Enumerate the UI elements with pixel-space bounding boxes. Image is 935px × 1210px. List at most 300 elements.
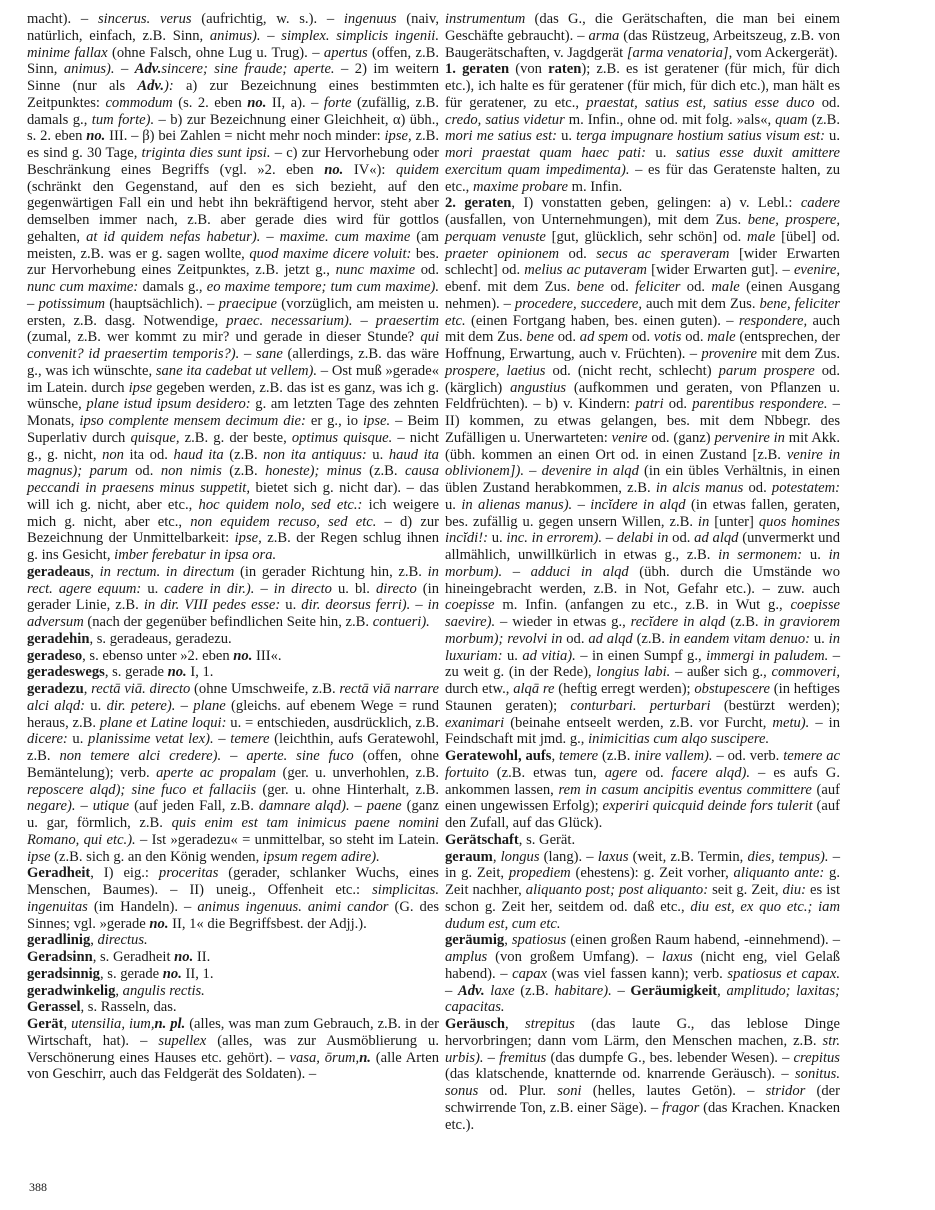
german-text: –: [483, 1049, 500, 1066]
latin-text: votis: [653, 329, 682, 346]
german-text: [wider Erwarten schlecht] od.: [445, 245, 840, 279]
headword: Geräusch: [445, 1016, 505, 1032]
german-text: ,: [90, 563, 100, 580]
german-text: , I) vonstatten geben, gelingen: a) v. Lebl.:: [511, 195, 801, 212]
headword: geradehin: [27, 630, 90, 647]
right-column: [445, 11, 840, 1133]
latin-text: habitare).: [554, 982, 612, 999]
german-text: (z.B.: [632, 630, 669, 647]
german-text: (gerader, schlanker Wuchs, eines Menschen, Baumes). – II) uneig., Offenheit etc.:: [27, 865, 439, 898]
german-text: od. (kärglich): [445, 362, 841, 396]
german-text: –: [221, 748, 247, 764]
latin-text: coepisse saevire).: [445, 597, 840, 630]
german-text: (das G., die Gerätschaften, die man bei einem Geschäfte gebraucht). –: [445, 11, 840, 44]
latin-text: aliquanto ante:: [733, 865, 825, 882]
dictionary-entry: [445, 832, 840, 849]
latin-text: nunc maxime: [335, 262, 416, 279]
latin-text: praeter opinionem: [445, 245, 560, 262]
german-text: –: [445, 982, 458, 999]
latin-text: non ita antiquus:: [263, 446, 367, 463]
headword: geradeswegs: [27, 664, 105, 681]
german-text: (gleichs. auf ebenem Wege = rund heraus, z.B.: [27, 697, 440, 731]
headword: raten: [548, 61, 582, 78]
german-text: macht). –: [27, 11, 98, 27]
headword: Geradheit: [27, 865, 91, 882]
german-text: (in heftiges Staunen geraten);: [445, 681, 840, 714]
latin-text: arma: [588, 27, 620, 44]
latin-text: utensilia, ium,: [71, 1016, 155, 1032]
german-text: (z.B. etwas tun,: [488, 764, 605, 781]
german-text: –: [502, 563, 531, 580]
latin-text: spatiosus: [511, 932, 567, 949]
latin-text: inimicitias cum alqo suscipere.: [588, 731, 770, 748]
german-text: II, 1« die Begriffsbest. der Adjj.).: [168, 915, 367, 932]
grammar-label: Adv.: [134, 61, 162, 78]
latin-text: ipso complente mensem decimum die:: [79, 413, 306, 429]
latin-text: at id quidem nefas habetur).: [86, 228, 261, 245]
latin-text: praec. necessarium).: [226, 312, 353, 329]
german-text: (schränkt den Gegenstand, auf den es sich bezieht, auf den gegenwärtigen Fall ein und hebt ihn bekräftigend hervor, steht aber demselben immer nach, z.B. aber gerade dies wird für gottlos gehalten,: [27, 178, 439, 245]
latin-text: stridor: [765, 1083, 806, 1099]
german-text: (z.B.: [807, 111, 840, 128]
latin-text: potissimum: [38, 295, 106, 312]
latin-text: angulis rectis.: [122, 982, 205, 999]
latin-text: rem in casum ancipitis eventus committere: [558, 781, 812, 798]
german-text: (z.B.: [514, 982, 555, 999]
dictionary-entry: [445, 748, 840, 832]
german-text: (z.B.: [725, 614, 764, 630]
latin-text: proceritas: [158, 865, 219, 882]
latin-text: quod maxime dicere voluit:: [249, 245, 412, 262]
latin-text: damnare alqd).: [258, 798, 350, 815]
headword: geradlinig: [27, 932, 91, 949]
latin-text: temere ac fortuito: [445, 748, 841, 781]
german-text: (ganz u. gar, förmlich, z.B.: [27, 798, 440, 831]
latin-text: plane: [193, 697, 226, 714]
german-text: ita od.: [123, 446, 174, 463]
latin-text: fragor: [661, 1099, 700, 1116]
latin-text: diu est, ex quo etc.; iam dudum est, cum etc.: [445, 898, 840, 932]
german-text: od.: [681, 329, 708, 346]
german-text: g. am letzten Tage des zehnten Monats,: [27, 396, 439, 429]
german-text: g. Zeit nachher,: [445, 865, 840, 898]
german-text: –: [349, 798, 367, 815]
latin-text: metu).: [772, 714, 810, 731]
latin-text: str. urbis).: [445, 1032, 840, 1066]
latin-text: quidem: [396, 161, 439, 178]
headword: geradezu: [27, 681, 84, 697]
grammar-label: no.: [167, 664, 187, 681]
latin-text: quam: [775, 111, 808, 128]
grammar-label: Adv.: [137, 78, 165, 94]
latin-text: [arma venatoria],: [626, 44, 733, 61]
latin-text: bene: [526, 329, 554, 346]
latin-text: haud ita: [173, 446, 224, 463]
german-text: III. – β) bei Zahlen = nicht mehr noch minder:: [105, 128, 385, 145]
grammar-label: no.: [174, 949, 194, 965]
latin-text: secus ac speraveram: [596, 245, 730, 262]
german-text: bietet sich g. nicht dar). – das will ich g. nicht, aber etc.,: [27, 480, 439, 513]
latin-text: pervenire in: [714, 429, 785, 446]
german-text: od.: [604, 279, 636, 295]
latin-text: quisque,: [130, 429, 180, 446]
latin-text: maxime. cum maxime: [279, 228, 411, 245]
german-text: (offen, z.B. Sinn,: [27, 44, 439, 78]
german-text: (lang). –: [539, 848, 598, 865]
dictionary-entry: [27, 949, 439, 966]
latin-text: inc. in errorem).: [506, 530, 603, 547]
latin-text: amplus: [445, 949, 488, 965]
german-text: od.: [743, 480, 772, 496]
german-text: II.: [193, 949, 211, 965]
latin-text: delabi in: [616, 530, 669, 547]
latin-text: dir. deorsus ferri).: [301, 597, 411, 614]
latin-text: in eandem vitam denuo:: [668, 630, 810, 647]
german-text: (z.B.: [361, 463, 405, 480]
german-text: ,: [115, 982, 123, 999]
german-text: – 2) im weitern Sinne (nur als: [27, 61, 440, 94]
latin-text: sincere; sine fraude; aperte.: [161, 61, 335, 78]
german-text: (G. des Sinnes; vgl. »gerade: [27, 898, 439, 932]
german-text: ,: [717, 982, 727, 999]
latin-text: hoc quidem nolo, sed etc.:: [198, 496, 363, 513]
latin-text: animus ingenuus. animi candor: [197, 898, 389, 915]
german-text: (in etwas fallen, geraten, bes. zufällig u. gegen unsern Willen, z.B.: [445, 496, 841, 530]
latin-text: venire: [611, 429, 648, 446]
german-text: [gut, glücklich, sehr schön] od.: [545, 228, 748, 245]
latin-text: mori praestat quam haec pati:: [445, 145, 646, 161]
german-text: (ger. u. ohne Hinterhalt, z.B.: [256, 781, 439, 798]
latin-text: laxe: [490, 982, 515, 999]
german-text: ,: [505, 1016, 526, 1032]
german-text: (am meisten, z.B. was er g. sagen wollte,: [27, 228, 439, 262]
latin-text: spatiosus et capax.: [727, 965, 840, 982]
latin-text: in directo: [273, 580, 332, 597]
german-text: z.B. es sind g. 30 Tage,: [27, 128, 439, 161]
german-text: (z.B.: [223, 446, 264, 463]
german-text: –: [27, 295, 39, 312]
german-text: m. Infin.: [567, 178, 623, 195]
latin-text: melius ac putaveram: [524, 262, 647, 279]
german-text: , s. gerade: [104, 664, 168, 681]
german-text: –: [572, 496, 591, 513]
entry-continuation: [445, 11, 840, 61]
german-text: (ohne Umschweife, z.B.: [190, 681, 340, 697]
german-text: – es für das Geratenste halten, zu etc.,: [445, 161, 840, 195]
german-text: (zufällig, z.B. damals g.,: [27, 94, 439, 128]
german-text: (heftig erregt werden);: [554, 681, 695, 697]
latin-text: aperte ac propalam: [156, 764, 277, 781]
latin-text: prospere, laetius: [445, 362, 546, 379]
latin-text: incĭdere in alqd: [590, 496, 686, 513]
latin-text: sane: [256, 346, 283, 362]
latin-text: apertus: [323, 44, 368, 61]
latin-text: reposcere alqd); sine fuco et fallaciis: [27, 781, 257, 798]
latin-text: vasa, ōrum,: [289, 1049, 360, 1066]
latin-text: triginta dies sunt ipsi.: [141, 145, 271, 161]
latin-text: in rectum. in directum: [99, 563, 235, 580]
latin-text: temere: [558, 748, 599, 764]
latin-text: in sermonem:: [718, 547, 803, 563]
latin-text: rectā viā narrare alci alqd:: [27, 681, 440, 714]
german-text: od. (ganz): [647, 429, 715, 446]
latin-text: optimus quisque.: [291, 429, 393, 446]
latin-text: strepitus: [525, 1016, 575, 1032]
german-text: (z.B. sich g. an den König wenden,: [50, 848, 263, 865]
grammar-label: no.: [149, 915, 169, 932]
latin-text: agere: [604, 764, 638, 781]
latin-text: ad alqd: [694, 530, 739, 547]
latin-text: in alcis manus: [655, 480, 744, 496]
german-text: – in einen Sumpf g.,: [575, 647, 707, 664]
headword: geradeso: [27, 647, 83, 664]
latin-text: recĭdere in alqd: [630, 614, 726, 630]
latin-text: non equidem recuso, sed etc.: [190, 513, 377, 530]
grammar-label: no.: [247, 94, 267, 111]
latin-text: in graviorem morbum); revolvi in: [445, 614, 840, 647]
latin-text: aliquanto post; post aliquanto:: [525, 882, 709, 898]
latin-text: cadere: [800, 195, 840, 212]
latin-text: ad spem: [579, 329, 629, 346]
latin-text: crepitus: [793, 1049, 840, 1066]
latin-text: immergi in paludem.: [706, 647, 829, 664]
latin-text: praestat, satius est, satius esse duco: [586, 94, 815, 111]
german-text: auch mit dem Zus.: [445, 312, 841, 346]
latin-text: plane et Latine loqui:: [99, 714, 227, 731]
latin-text: commoveri,: [771, 664, 840, 681]
latin-text: non: [102, 446, 124, 463]
latin-text: fremitus: [499, 1049, 547, 1066]
headword: Gerät: [27, 1016, 64, 1032]
dictionary-entry: [445, 1016, 840, 1133]
latin-text: patri: [635, 396, 664, 413]
german-text: od.: [127, 463, 161, 480]
german-text: u. bl.: [331, 580, 376, 597]
headword: Gerätschaft: [445, 831, 519, 848]
latin-text: imber ferebatur in ipsa ora.: [114, 547, 277, 563]
german-text: (auf den Zufall, auf das Glück).: [445, 798, 840, 831]
german-text: ich weigere mich g. nicht, aber etc.,: [27, 496, 439, 530]
german-text: (das laute G., das leblose Dinge hervorbringen; dann vom Lärm, den Menschen machen, z.B.: [445, 1016, 841, 1049]
latin-text: facere alqd).: [671, 764, 751, 781]
latin-text: animus). – simplex. simplicis ingenii. minime fallax: [27, 27, 439, 61]
german-text: od.: [553, 329, 580, 346]
latin-text: eo maxime tempore; tum cum maxime).: [206, 279, 439, 295]
latin-text: supellex: [158, 1032, 207, 1049]
latin-text: animus). –: [63, 61, 135, 78]
german-text: (einen Ausgang nehmen). –: [445, 279, 840, 312]
german-text: –: [75, 798, 93, 815]
german-text: (alle Arten von Geschirr, auch das Feldgerät des Soldaten). –: [27, 1049, 439, 1083]
german-text: –: [611, 982, 631, 999]
german-text: –: [602, 530, 617, 547]
german-text: (hauptsächlich). –: [105, 295, 219, 312]
german-text: u.: [645, 145, 676, 161]
latin-text: potestatem:: [771, 480, 841, 496]
grammar-label: no.: [233, 647, 253, 664]
german-text: – d) zur Bezeichnung der Unmittelbarkeit:: [27, 513, 439, 547]
german-text: – II) kommen, zu etwas gelangen, bes. mit dem Nbbegr. des Zufälligen u. Unerwarteten:: [445, 396, 840, 446]
latin-text: paene: [366, 798, 402, 815]
german-text: ,: [492, 848, 501, 865]
german-text: u.: [366, 446, 389, 463]
headword: Geradsinn: [27, 949, 93, 965]
german-text: – außer sich g.,: [670, 664, 772, 681]
dictionary-entry: [27, 648, 439, 665]
latin-text: devenire in alqd: [541, 463, 639, 480]
latin-text: soni: [557, 1083, 582, 1099]
latin-text: alqā re: [513, 681, 555, 697]
german-text: (unvermerkt und allmählich, unwillkürlich in etwas g., z.B.: [445, 530, 840, 563]
german-text: gegeben werden, z.B. das ist es ganz, was ich g. wünsche,: [27, 379, 439, 413]
latin-text: ipse: [27, 848, 51, 865]
german-text: (von: [509, 61, 549, 78]
dictionary-entry: [445, 849, 840, 933]
german-text: (s. 2. eben: [172, 94, 248, 111]
headword: geradwinkelig: [27, 982, 116, 999]
dictionary-entry: [27, 865, 439, 932]
latin-text: bene: [576, 279, 605, 295]
german-text: u.: [487, 530, 507, 547]
german-text: u.: [445, 496, 462, 513]
latin-text: ipse: [128, 379, 153, 396]
latin-text: male: [707, 329, 736, 346]
latin-text: causa peccandi in praesens minus suppetit,: [27, 463, 440, 496]
german-text: od.: [628, 329, 654, 346]
latin-text: sincerus. verus: [97, 11, 192, 27]
latin-text: respondere,: [738, 312, 808, 329]
german-text: (beinahe entseelt werden, z.B. vor Furcht,: [504, 714, 773, 731]
page-number: 388: [29, 1180, 47, 1194]
headword: Geratewohl, aufs: [445, 748, 552, 764]
german-text: u.: [802, 547, 829, 563]
headword: geradsinnig: [27, 965, 100, 982]
german-text: seit g. Zeit,: [708, 882, 783, 898]
latin-text: laxus: [597, 848, 629, 865]
german-text: (in gerader Linie, z.B.: [27, 580, 439, 614]
latin-text: dir. petere).: [106, 697, 176, 714]
german-text: , s. geradeaus, geradezu.: [89, 630, 232, 647]
german-text: , s. Rasseln, das.: [80, 999, 177, 1016]
latin-text: in: [697, 513, 710, 530]
german-text: – c) zur Hervorhebung oder Beschränkung eines Begriffs (vgl. »2. eben: [27, 145, 439, 178]
german-text: –: [254, 580, 274, 597]
german-text: (nicht eng, viel Gelaß habend). –: [445, 949, 840, 982]
latin-text: in alienas manus).: [461, 496, 573, 513]
latin-text: utique: [92, 798, 130, 815]
german-text: (entsprechen, der Hoffnung, Erwartung, auch v. Früchten). –: [445, 329, 840, 362]
grammar-label: Adv.: [457, 982, 485, 999]
latin-text: provenire: [701, 346, 757, 362]
latin-text: experiri quicquid deinde fors tulerit: [602, 798, 813, 815]
german-text: ,: [90, 932, 98, 949]
german-text: u.: [85, 697, 107, 714]
german-text: (ger. u. unverhohlen, z.B.: [276, 764, 439, 781]
german-text: (zumal, z.B. wer kommt zu mir? und gerade in dieser Stunde?: [27, 329, 421, 346]
german-text: [übel] od.: [775, 228, 841, 245]
german-text: (das klatschende, knatternde od. knarrende Geräusch). –: [445, 1066, 795, 1083]
german-text: (z.B.: [221, 463, 266, 480]
latin-text: in dir. VIII pedes esse:: [143, 597, 281, 614]
german-text: u.: [557, 128, 577, 145]
latin-text: quis enim est tam inimicus paene nomini Romano, qui etc.).: [27, 815, 439, 848]
latin-text: haud ita magnus); parum: [27, 446, 439, 480]
german-text: od. Plur.: [478, 1083, 558, 1099]
latin-text: quos homines incĭdi!:: [445, 513, 840, 547]
german-text: ,: [83, 681, 92, 697]
german-text: (nach der gegenüber befindlichen Seite hin, z.B.: [83, 614, 373, 630]
latin-text: ipse.: [363, 413, 391, 429]
latin-text: non nimis: [160, 463, 222, 480]
latin-text: bene, feliciter etc.: [445, 295, 840, 329]
german-text: IV«):: [343, 161, 397, 178]
german-text: z.B. der Regen schlug ihnen g. ins Gesicht,: [27, 530, 439, 563]
latin-text: praecipue: [218, 295, 277, 312]
headword: Geräumigkeit: [630, 982, 718, 999]
latin-text: procedere, succedere,: [514, 295, 643, 312]
latin-text: amplitudo; laxitas; capacitas.: [445, 982, 840, 1016]
latin-text: ad vitia).: [522, 647, 576, 664]
latin-text: temere: [230, 731, 270, 748]
german-text: – es aufs G. ankommen lassen,: [445, 764, 840, 798]
latin-text: in rect. agere equum:: [27, 563, 439, 597]
dictionary-entry: [27, 681, 439, 865]
latin-text: capax: [512, 965, 548, 982]
latin-text: ipse,: [234, 530, 262, 547]
german-text: u. = entschieden, ausdrücklich, z.B.: [226, 714, 439, 731]
german-text: u.: [141, 580, 165, 597]
latin-text: ipsum regem adire).: [262, 848, 380, 865]
german-text: –: [410, 597, 428, 614]
dictionary-entry: [27, 999, 439, 1016]
latin-text: maxime probare: [472, 178, 568, 195]
german-text: – wieder in etwas g.,: [495, 614, 631, 630]
german-text: (bestürzt werden);: [710, 697, 841, 714]
grammar-label: no.: [86, 128, 106, 145]
german-text: – b) zur Bezeichnung einer Gleichheit, α) übh., s. 2. eben: [27, 111, 439, 145]
german-text: od.: [562, 630, 589, 647]
german-text: ,: [504, 932, 512, 949]
dictionary-entry: [27, 1016, 439, 1083]
german-text: ,: [551, 748, 559, 764]
german-text: I, 1.: [186, 664, 214, 681]
german-text: (ausfallen, von Unternehmungen), mit dem Zus.: [445, 212, 748, 228]
german-text: , s. Geradheit: [92, 949, 175, 965]
german-text: (einen großen Raum habend, -einnehmend). –: [566, 932, 840, 949]
german-text: –: [524, 463, 542, 480]
latin-text: aperte. sine fuco: [246, 748, 354, 764]
latin-text: exanimari: [445, 714, 505, 731]
german-text: (alles, was zur Ausmöblierung u. Verschönerung eines Hauses etc. gehört). –: [27, 1032, 439, 1066]
entry-continuation: [27, 11, 439, 564]
dictionary-entry: [445, 61, 840, 195]
german-text: [wider Erwarten gut]. –: [646, 262, 794, 279]
german-text: – Ist »geradezu« = unmittelbar, so steht im Latein.: [135, 831, 440, 848]
german-text: –: [213, 731, 231, 748]
dictionary-entry: [27, 966, 439, 983]
german-text: durch etw.,: [445, 681, 514, 697]
german-text: , s. ebenso unter »2. eben: [82, 647, 234, 664]
left-column: [27, 11, 439, 1083]
latin-text: in adversum: [27, 597, 440, 630]
german-text: [unter]: [709, 513, 759, 530]
german-text: od.: [559, 245, 597, 262]
german-text: (offen, ohne Bemäntelung); verb.: [27, 748, 439, 781]
german-text: (aufrichtig, w. s.). –: [191, 11, 344, 27]
german-text: od.: [680, 279, 712, 295]
latin-text: non temere alci credere).: [59, 748, 222, 764]
latin-text: directo: [375, 580, 417, 597]
